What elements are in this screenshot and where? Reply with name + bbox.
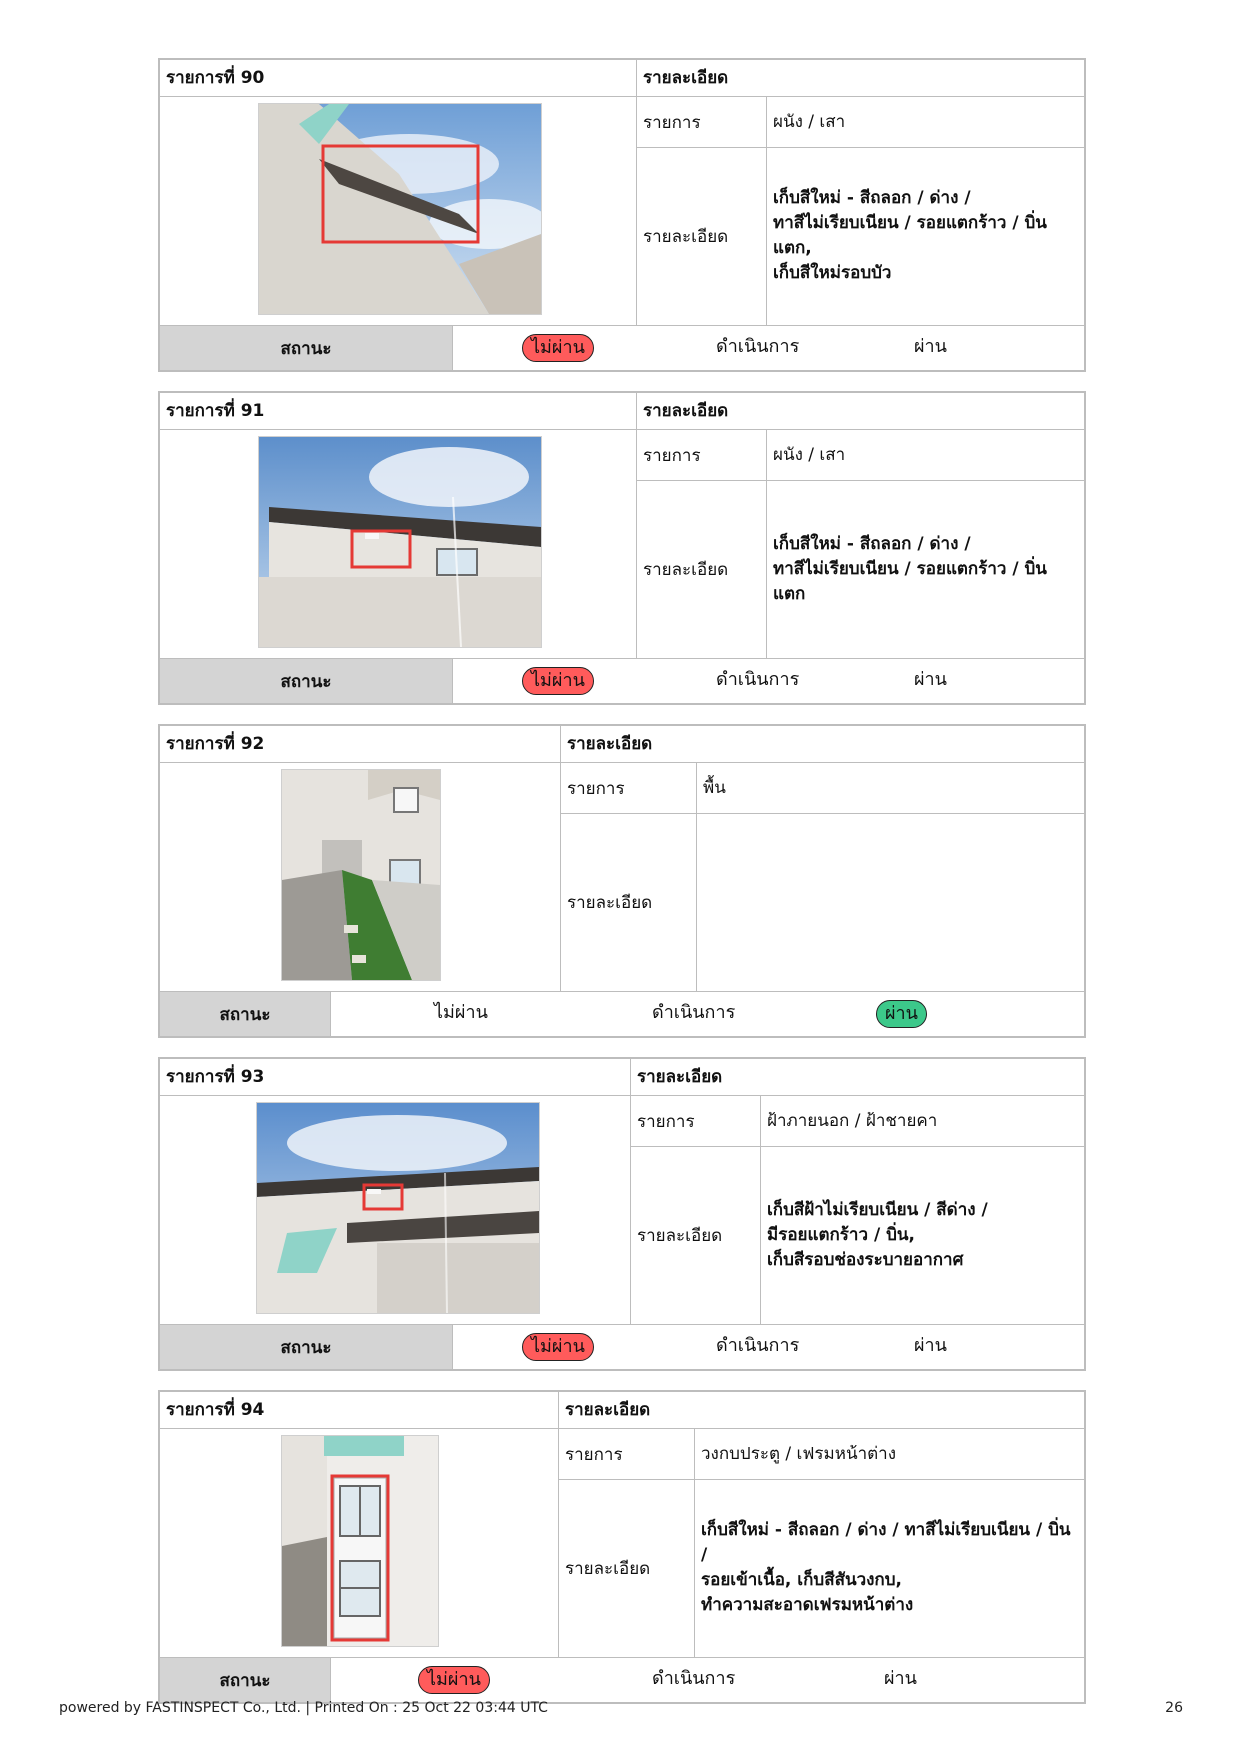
detail-line: ทาสีไม่เรียบเนียน / รอยแตกร้าว / บิ่นแตก [773,558,1047,604]
inspection-card [158,58,1086,372]
card-body [160,430,1084,658]
detail-row [559,1479,1084,1657]
item-title: รายการที่ 94 [166,1400,265,1420]
category-value: ผนัง / เสา [773,444,846,465]
detail-line: เก็บสีใหม่รอบบัว [773,263,892,283]
detail-label: รายละเอียด [559,1479,695,1657]
status-option-in-progress[interactable]: ดำเนินการ [716,1335,800,1356]
item-title: รายการที่ 93 [166,1067,265,1087]
category-value: พื้น [703,777,726,798]
status-option-pass[interactable]: ผ่าน [876,1000,927,1028]
detail-label: รายละเอียด [637,147,767,325]
category-label: รายการ [631,1096,761,1146]
defect-photo[interactable] [258,436,542,648]
status-option-in-progress[interactable]: ดำเนินการ [652,1668,736,1689]
detail-panel [560,763,1084,991]
footer-text: powered by FASTINSPECT Co., Ltd. | Printed On : 25 Oct 22 03:44 UTC [59,1700,548,1716]
detail-value [695,1479,1084,1657]
item-title: รายการที่ 90 [166,68,265,88]
status-option-in-progress[interactable]: ดำเนินการ [716,336,800,357]
item-title: รายการที่ 92 [166,734,265,754]
inspection-card [158,391,1086,705]
category-label: รายการ [559,1429,695,1479]
detail-row [631,1146,1084,1324]
status-option-fail[interactable]: ไม่ผ่าน [434,1002,488,1023]
status-label: สถานะ [160,326,453,370]
category-row [637,430,1084,481]
detail-row [637,480,1084,658]
detail-line: เก็บสีใหม่ - สีถลอก / ด่าง / [773,533,971,554]
detail-value [761,1146,1084,1324]
status-label: สถานะ [160,992,331,1036]
detail-line: มีรอยแตกร้าว / บิ่น, [767,1224,915,1245]
card-header [160,726,1084,763]
item-title: รายการที่ 91 [166,401,265,421]
category-value: วงกบประตู / เฟรมหน้าต่าง [701,1443,897,1464]
category-row [631,1096,1084,1147]
category-label: รายการ [637,430,767,480]
status-option-fail[interactable]: ไม่ผ่าน [522,334,594,362]
detail-label: รายละเอียด [631,1146,761,1324]
category-row [637,97,1084,148]
inspection-card [158,1390,1086,1704]
detail-panel [636,97,1084,325]
status-row [160,325,1084,370]
category-label: รายการ [561,763,697,813]
card-body [160,97,1084,325]
card-header [160,60,1084,97]
detail-header: รายละเอียด [636,60,1084,96]
detail-header: รายละเอียด [636,393,1084,429]
category-row [561,763,1084,814]
category-label: รายการ [637,97,767,147]
status-option-fail[interactable]: ไม่ผ่าน [522,1333,594,1361]
category-value: ฝ้าภายนอก / ฝ้าชายคา [767,1110,938,1131]
card-body [160,1096,1084,1324]
status-option-pass[interactable]: ผ่าน [884,1668,917,1689]
detail-header: รายละเอียด [630,1059,1084,1095]
status-row [160,1657,1084,1702]
detail-row [561,813,1084,991]
status-label: สถานะ [160,1325,453,1369]
status-option-fail[interactable]: ไม่ผ่าน [418,1666,490,1694]
detail-panel [558,1429,1084,1657]
detail-header: รายละเอียด [558,1392,1084,1428]
card-header [160,1059,1084,1096]
detail-line: ทำความสะอาดเฟรมหน้าต่าง [701,1595,914,1615]
card-body [160,763,1084,991]
detail-label: รายละเอียด [561,813,697,991]
defect-photo[interactable] [281,1435,439,1647]
detail-panel [636,430,1084,658]
card-header [160,1392,1084,1429]
defect-photo[interactable] [256,1102,540,1314]
category-row [559,1429,1084,1480]
detail-value [767,147,1084,325]
detail-line: ทาสีไม่เรียบเนียน / รอยแตกร้าว / บิ่นแตก, [773,213,1047,258]
status-row [160,658,1084,703]
detail-line: รอยเข้าเนื้อ, เก็บสีสันวงกบ, [701,1570,902,1590]
status-row [160,991,1084,1036]
card-body [160,1429,1084,1657]
detail-label: รายละเอียด [637,480,767,658]
status-label: สถานะ [160,659,453,703]
detail-line: เก็บสีฝ้าไม่เรียบเนียน / สีด่าง / [767,1199,988,1220]
page-number: 26 [1165,1700,1183,1716]
status-row [160,1324,1084,1369]
inspection-card [158,724,1086,1038]
detail-header: รายละเอียด [560,726,1084,762]
detail-line: เก็บสีรอบช่องระบายอากาศ [767,1249,964,1270]
detail-line: เก็บสีใหม่ - สีถลอก / ด่าง / [773,188,971,208]
defect-photo[interactable] [258,103,542,315]
status-option-pass[interactable]: ผ่าน [914,336,947,357]
card-header [160,393,1084,430]
inspection-card [158,1057,1086,1371]
defect-photo[interactable] [281,769,441,981]
status-option-pass[interactable]: ผ่าน [914,1335,947,1356]
detail-panel [630,1096,1084,1324]
detail-line: เก็บสีใหม่ - สีถลอก / ด่าง / ทาสีไม่เรียบเนียน / บิ่น / [701,1520,1071,1565]
status-option-in-progress[interactable]: ดำเนินการ [716,669,800,690]
status-label: สถานะ [160,1658,331,1702]
status-option-fail[interactable]: ไม่ผ่าน [522,667,594,695]
category-value: ผนัง / เสา [773,111,846,132]
detail-value [697,813,1084,991]
status-option-in-progress[interactable]: ดำเนินการ [652,1002,736,1023]
detail-value [767,480,1084,658]
status-option-pass[interactable]: ผ่าน [914,669,947,690]
detail-row [637,147,1084,325]
